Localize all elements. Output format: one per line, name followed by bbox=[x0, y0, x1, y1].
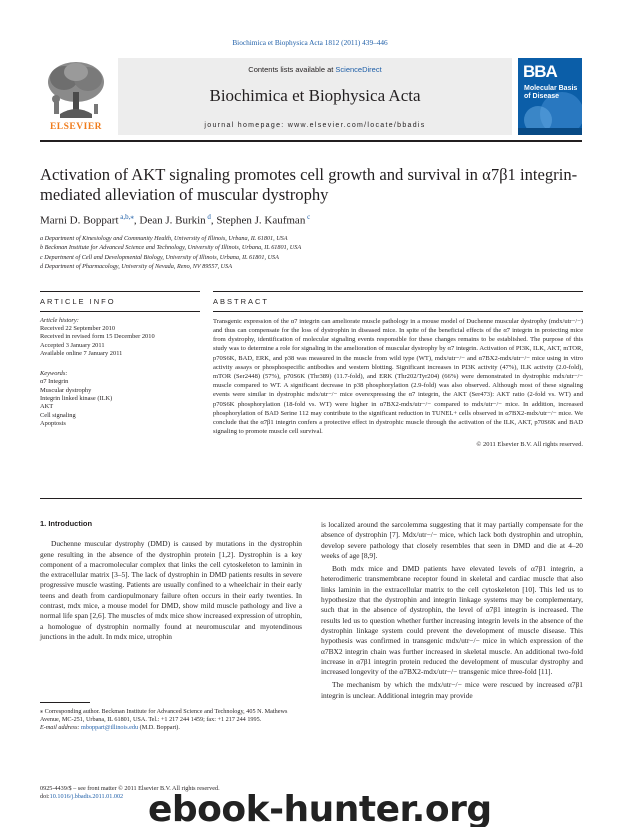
keyword-item: Apoptosis bbox=[40, 419, 66, 427]
footnote-rule bbox=[40, 702, 90, 703]
journal-homepage-link[interactable]: journal homepage: www.elsevier.com/locate/bbadis bbox=[204, 122, 426, 129]
history-item: Received in revised form 15 December 2010 bbox=[40, 333, 155, 341]
keywords-label: Keywords: bbox=[40, 370, 68, 378]
email-line bbox=[40, 724, 302, 732]
affiliation-item: a Department of Kinesiology and Community Health, University of Illinois, Urbana, IL 61801, USA bbox=[40, 235, 288, 242]
affiliation-item: b Beckman Institute for Advanced Science and Technology, University of Illinois, Urbana, IL 61801, USA bbox=[40, 244, 302, 252]
email-suffix: (M.D. Boppart). bbox=[138, 724, 180, 732]
article-info-rule bbox=[40, 291, 200, 292]
sciencedirect-link[interactable]: ScienceDirect bbox=[335, 65, 382, 74]
article-info-subrule bbox=[40, 311, 200, 312]
watermark-text: ebook-hunter.org bbox=[148, 789, 492, 827]
keyword-item: Integrin linked kinase (ILK) bbox=[40, 395, 113, 403]
author-affiliation-marker[interactable]: d bbox=[205, 213, 211, 221]
keyword-item: Muscular dystrophy bbox=[40, 386, 92, 394]
journal-cover-thumbnail bbox=[518, 58, 582, 135]
history-item: Accepted 3 January 2011 bbox=[40, 341, 105, 349]
abstract-panel bbox=[213, 297, 583, 448]
masthead-banner bbox=[118, 58, 512, 135]
publisher-name: ELSEVIER bbox=[49, 122, 103, 132]
history-item: Received 22 September 2010 bbox=[40, 324, 116, 332]
author-separator: , bbox=[133, 214, 140, 227]
abstract-text: Transgenic expression of the α7 integrin can ameliorate muscle pathology in a mouse model of Duchenne muscular dystrophy (mdx/utr−/−) and thus can compensate for the loss of dystrophin in diseased mice. In spite of the beneficial effects of the α7 integrin in protecting mice from dystrophy, identification of molecular signaling events responsible for these changes remains to be established. The purpose of this study was to determine a role for signaling in the amelioration of muscular dystrophy by α7 integrin. Activation of PI3K, ILK, AKT, mTOR, p70S6K, BAD, ERK, and p38 was measured in the muscle from wild type (WT), mdx/utr−/− and α7BX2-mdx/utr−/− mice using in vitro activity assays or phosphospecific antibodies and western blotting. Significant increases in PI3K activity (47%), ILK activity (2.0-fold), mTOR (Ser2448) (57%), p70S6K (Thr389) (11.7-fold), and ERK (Thr202/Tyr204) (66%) were demonstrated in dystrophic mdx/utr−/− muscle compared to WT. A significant decrease in p38 phosphorylation (2.9-fold) was also observed. Although most of these signaling events were similar in dystrophic mdx/utr−/− mice overexpressing the α7 integrin, the AKT (Ser473): AKT ratio (2-fold vs. WT) and p70S6K phosphorylation (18-fold vs. WT) were higher in α7BX2-mdx/utr−/− compared to mdx/utr−/− mice. In addition, increased phosphorylation of BAD Serine 112 may contribute to the significant reduction in TUNEL+ cells observed in α7BX2-mdx/utr−/− mice. We conclude that the α7β1 integrin confers a protective effect in dystrophic muscle through the activation of the ILK, AKT, p70S6K and BAD signaling to promote muscle cell survival. bbox=[213, 317, 583, 436]
email-link[interactable]: mboppart@illinois.edu bbox=[81, 724, 139, 732]
body-paragraph: Duchenne muscular dystrophy (DMD) is caused by mutations in the dystrophin gene resulting in the absence of the dystrophin protein [1,2]. Dystrophin is a key component of a macromolecular complex that links the cell cytoskeleton to laminin in the extracellular matrix [3–5]. The lack of dystrophin in DMD patients results in severe progressive muscle wasting. Patients are usually confined to a wheelchair in their early teens and death from cardiopulmonary failure often occurs in their early twenties. In contrast, mdx mice, a mouse model for DMD, show mild muscle pathology and live a normal life span [2,6]. The muscles of mdx mice show increased expression of utrophin, a homologue of dystrophin normally found at neuromuscular and myotendinous junctions in the adult. In mdx mice, utrophin bbox=[40, 539, 302, 641]
body-paragraph: is localized around the sarcolemma suggesting that it may partially compensate for the absence of dystrophin [7]. Mdx/utr−/− mice, which lack both dystrophin and utrophin, develop severe pathology that closely resembles that seen in DMD and die at 4–20 weeks of age [8,9]. bbox=[321, 520, 583, 560]
article-info-heading: ARTICLE INFO bbox=[40, 297, 116, 306]
masthead-divider bbox=[40, 140, 582, 142]
keyword-item: Cell signaling bbox=[40, 411, 76, 419]
body-column-right bbox=[321, 520, 583, 701]
section-heading-introduction: 1. Introduction bbox=[40, 519, 93, 528]
author-name: Stephen J. Kaufman bbox=[216, 214, 306, 227]
history-item: Available online 7 January 2011 bbox=[40, 349, 123, 357]
journal-name: Biochimica et Biophysica Acta bbox=[209, 86, 421, 105]
abstract-subrule bbox=[213, 311, 583, 312]
article-history bbox=[40, 317, 200, 429]
author-separator: , bbox=[210, 214, 217, 227]
history-label: Article history: bbox=[40, 316, 79, 324]
article-title: Activation of AKT signaling promotes cell growth and survival in α7β1 integrin-mediated alleviation of muscular dystrophy bbox=[40, 165, 578, 204]
contents-prefix: Contents lists available at bbox=[248, 65, 336, 74]
corresponding-author-footnote bbox=[40, 708, 302, 733]
affiliation-item: d Department of Pharmacology, University of Nevada, Reno, NV 89557, USA bbox=[40, 263, 233, 271]
journal-citation[interactable]: Biochimica et Biophysica Acta 1812 (2011) 439–446 bbox=[232, 38, 388, 47]
body-paragraph: The mechanism by which the mdx/utr−/− mice were rescued by increased α7β1 integrin is unclear. Additional integrin may provide bbox=[321, 680, 583, 700]
abstract-rule bbox=[213, 291, 583, 292]
email-label: E-mail address: bbox=[40, 724, 82, 732]
author-affiliation-marker[interactable]: c bbox=[305, 213, 311, 221]
affiliation-list bbox=[40, 234, 582, 272]
body-column-left bbox=[40, 519, 302, 642]
corresponding-author-text: ⁎ Corresponding author. Beckman Institute for Advanced Science and Technology, 405 N. Mathews Avenue, MC-251, Urbana, IL 61801, USA. Tel.: +1 217 244 1459; fax: +1 217 244 1995. bbox=[40, 708, 288, 724]
keyword-item: AKT bbox=[40, 403, 54, 411]
keyword-item: α7 Integrin bbox=[40, 378, 69, 386]
keywords-block bbox=[40, 370, 200, 428]
author-list bbox=[40, 213, 582, 227]
cover-subtitle: Molecular Basis of Disease bbox=[524, 85, 578, 100]
article-info-panel bbox=[40, 297, 200, 428]
body-divider bbox=[40, 498, 582, 499]
body-paragraph: Both mdx mice and DMD patients have elevated levels of α7β1 integrin, a heterodimeric transmembrane receptor found in skeletal and cardiac muscle that also links laminin in the extracellular matrix to the cell cytoskeleton [10]. This led us to hypothesize that the dystrophin and integrin linkage systems may be complementary, such that in the absence of dystrophin, the level of α7β1 integrin is increased. The results led us to question whether further increasing integrin levels in the absence of the dystrophin linkage system could prevent the development of muscle disease. This hypothesis was confirmed in transgenic mdx/utr−/− mice in which expression of the α7BX2 integrin chain was further increased in skeletal muscle. An additional two-fold increase in α7β1 integrin protein reduced the development of muscular dystrophy and increased longevity of the α7BX2-mdx/utr−/− transgenic mice three-fold [11]. bbox=[321, 564, 583, 677]
doi-label: doi: bbox=[40, 793, 50, 801]
copyright-notice: © 2011 Elsevier B.V. All rights reserved. bbox=[476, 441, 583, 449]
affiliation-item: c Department of Cell and Developmental Biology, University of Illinois, Urbana, IL 61801, USA bbox=[40, 253, 279, 261]
journal-masthead bbox=[40, 58, 582, 135]
author-name: Dean J. Burkin bbox=[139, 214, 206, 227]
doi-link[interactable]: 10.1016/j.bbadis.2011.01.002 bbox=[49, 793, 124, 801]
author-affiliation-marker[interactable]: a,b,⁎ bbox=[118, 213, 134, 221]
front-matter-line: 0925-4439/$ – see front matter © 2011 Elsevier B.V. All rights reserved. bbox=[40, 785, 220, 792]
cover-title: BBA bbox=[523, 62, 557, 81]
author-name: Marni D. Boppart bbox=[40, 214, 119, 227]
abstract-heading: ABSTRACT bbox=[213, 297, 270, 306]
contents-line bbox=[118, 65, 512, 74]
